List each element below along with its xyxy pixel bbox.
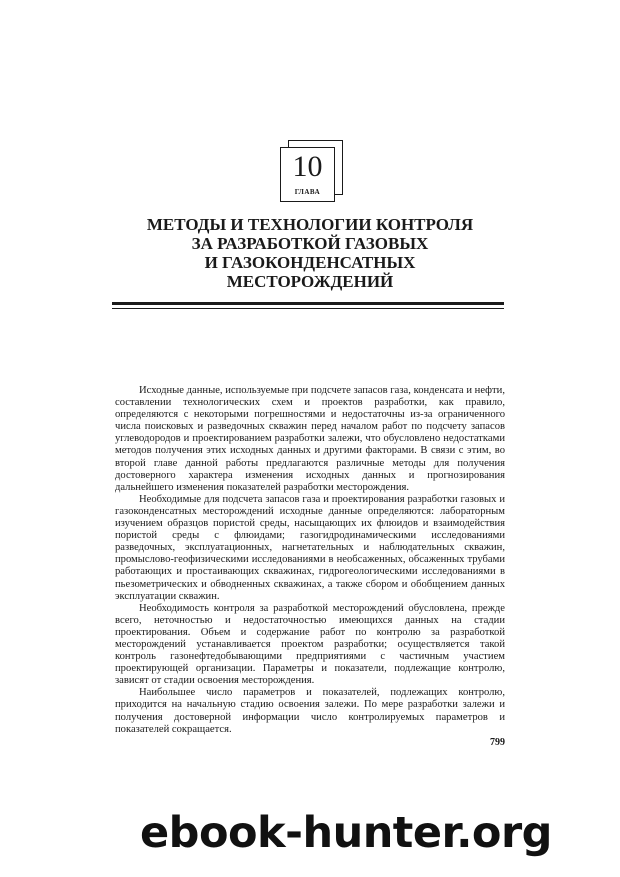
paragraph: Необходимость контроля за разработкой месторождений обусловлена, прежде всего, неточностью и недостаточностью имеющихся данных на стадии проектирования. Объем и содержание работ по контролю за разработкой месторождений устанавливается проектом разработки; осуществляется такой контроль газонефтедобывающими предприятиями с частичным участием проектирующей организации. Параметры и показатели, подлежащие контролю, зависят от стадии освоения месторождения. — [115, 602, 505, 687]
paragraph: Исходные данные, используемые при подсчете запасов газа, конденсата и нефти, составлении технологических схем и проектов разработки, как правило, определяются с некоторыми погрешностями и недостаточны из-за ограниченного числа поисковых и разведочных скважин перед началом работ по подсчету запасов углеводородов и проектированием разработки залежи, что обусловлено недостатками методов получения этих исходных данных и другими факторами. В связи с этим, во второй главе данной работы предлагаются различные методы для получения достоверного характера изменения исходных данных и прогнозирования дальнейшего изменения показателей разработки месторождения. — [115, 385, 505, 493]
watermark: ebook-hunter.org — [140, 808, 552, 858]
chapter-label: ГЛАВА — [294, 188, 321, 196]
chapter-title-line: МЕСТОРОЖДЕНИЙ — [226, 272, 394, 291]
body-text — [115, 385, 505, 736]
chapter-title-line: МЕТОДЫ И ТЕХНОЛОГИИ КОНТРОЛЯ — [146, 215, 474, 234]
paragraph: Наибольшее число параметров и показателей, подлежащих контролю, приходится на начальную стадию освоения залежи. По мере разработки залежи и получения достоверной информации число контролируемых параметров и показателей сокращается. — [115, 687, 505, 735]
chapter-number: 10 — [292, 150, 323, 183]
chapter-title-line: И ГАЗОКОНДЕНСАТНЫХ — [204, 253, 416, 272]
title-rule-thick — [112, 302, 504, 305]
chapter-title — [100, 215, 520, 291]
title-rule-thin — [112, 308, 504, 309]
chapter-title-line: ЗА РАЗРАБОТКОЙ ГАЗОВЫХ — [191, 234, 429, 253]
page-number: 799 — [490, 737, 505, 748]
paragraph: Необходимые для подсчета запасов газа и проектирования разработки газовых и газоконденсатных месторождений исходные данные определяются: лабораторным изучением образцов пористой среды, насыщающих их флюидов и взаимодействия пористой среды с флюидами; газогидродинамическими исследованиями разведочных, эксплуатационных, нагнетательных и наблюдательных скважин, промыслово-геофизическими исследованиями в необсаженных, обсаженных трубами работающих и простаивающих скважинах, гидрогеологическими исследованиями в пьезометрических и обводненных скважинах, а также сбором и обобщением данных эксплуатации скважин. — [115, 493, 505, 602]
chapter-number-box — [280, 147, 335, 202]
